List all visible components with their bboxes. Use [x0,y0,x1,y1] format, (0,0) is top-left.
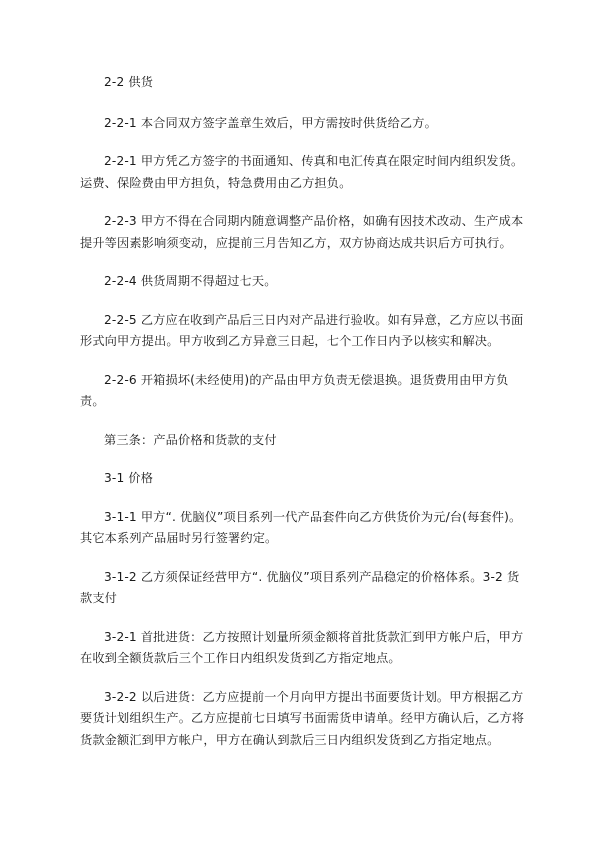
clause-2-2-3: 2-2-3 甲方不得在合同期内随意调整产品价格，如确有因技术改动、生产成本提升等因素影响须变动，应提前三月告知乙方，双方协商达成共识后方可执行。 [80,214,524,250]
clause-2-2-1-shipping: 2-2-1 甲方凭乙方签字的书面通知、传真和电汇传真在限定时间内组织发货。运费、保险费由甲方担负，特急费用由乙方担负。 [80,154,524,190]
clause-2-2-6: 2-2-6 开箱损坏(未经使用)的产品由甲方负责无偿退换。退货费用由甲方负责。 [80,372,509,408]
clause-2-2-5: 2-2-5 乙方应在收到产品后三日内对产品进行验收。如有异意，乙方应以书面形式向甲方提出。甲方收到乙方异意三日起，七个工作日内予以核实和解决。 [80,312,524,348]
clause-3-1-1: 3-1-1 甲方“. 优脑仪”项目系列一代产品套件向乙方供货价为元/台(每套件)。其它本系列产品届时另行签署约定。 [80,509,522,545]
clause-3-1-2: 3-1-2 乙方须保证经营甲方“. 优脑仪”项目系列产品稳定的价格体系。3-2 货款支付 [80,569,520,605]
clause-3-2-1: 3-2-1 首批进货：乙方按照计划量所须金额将首批货款汇到甲方帐户后，甲方在收到全额货款后三个工作日内组织发货到乙方指定地点。 [80,629,524,665]
article-3-heading: 第三条：产品价格和货款的支付 [104,432,277,447]
clause-2-2-1: 2-2-1 本合同双方签字盖章生效后，甲方需按时供货给乙方。 [104,115,437,130]
clause-2-2-4: 2-2-4 供货周期不得超过七天。 [104,274,277,288]
section-heading-2-2: 2-2 供货 [104,75,154,89]
clause-3-2-2: 3-2-2 以后进货：乙方应提前一个月向甲方提出书面要货计划。甲方根据乙方要货计划组织生产。乙方应提前七日填写书面需货申请单。经甲方确认后，乙方将货款金额汇到甲方帐户，甲方在确认到款后三日内组织发货到乙方指定地点。 [80,689,525,747]
section-heading-3-1: 3-1 价格 [104,471,154,485]
